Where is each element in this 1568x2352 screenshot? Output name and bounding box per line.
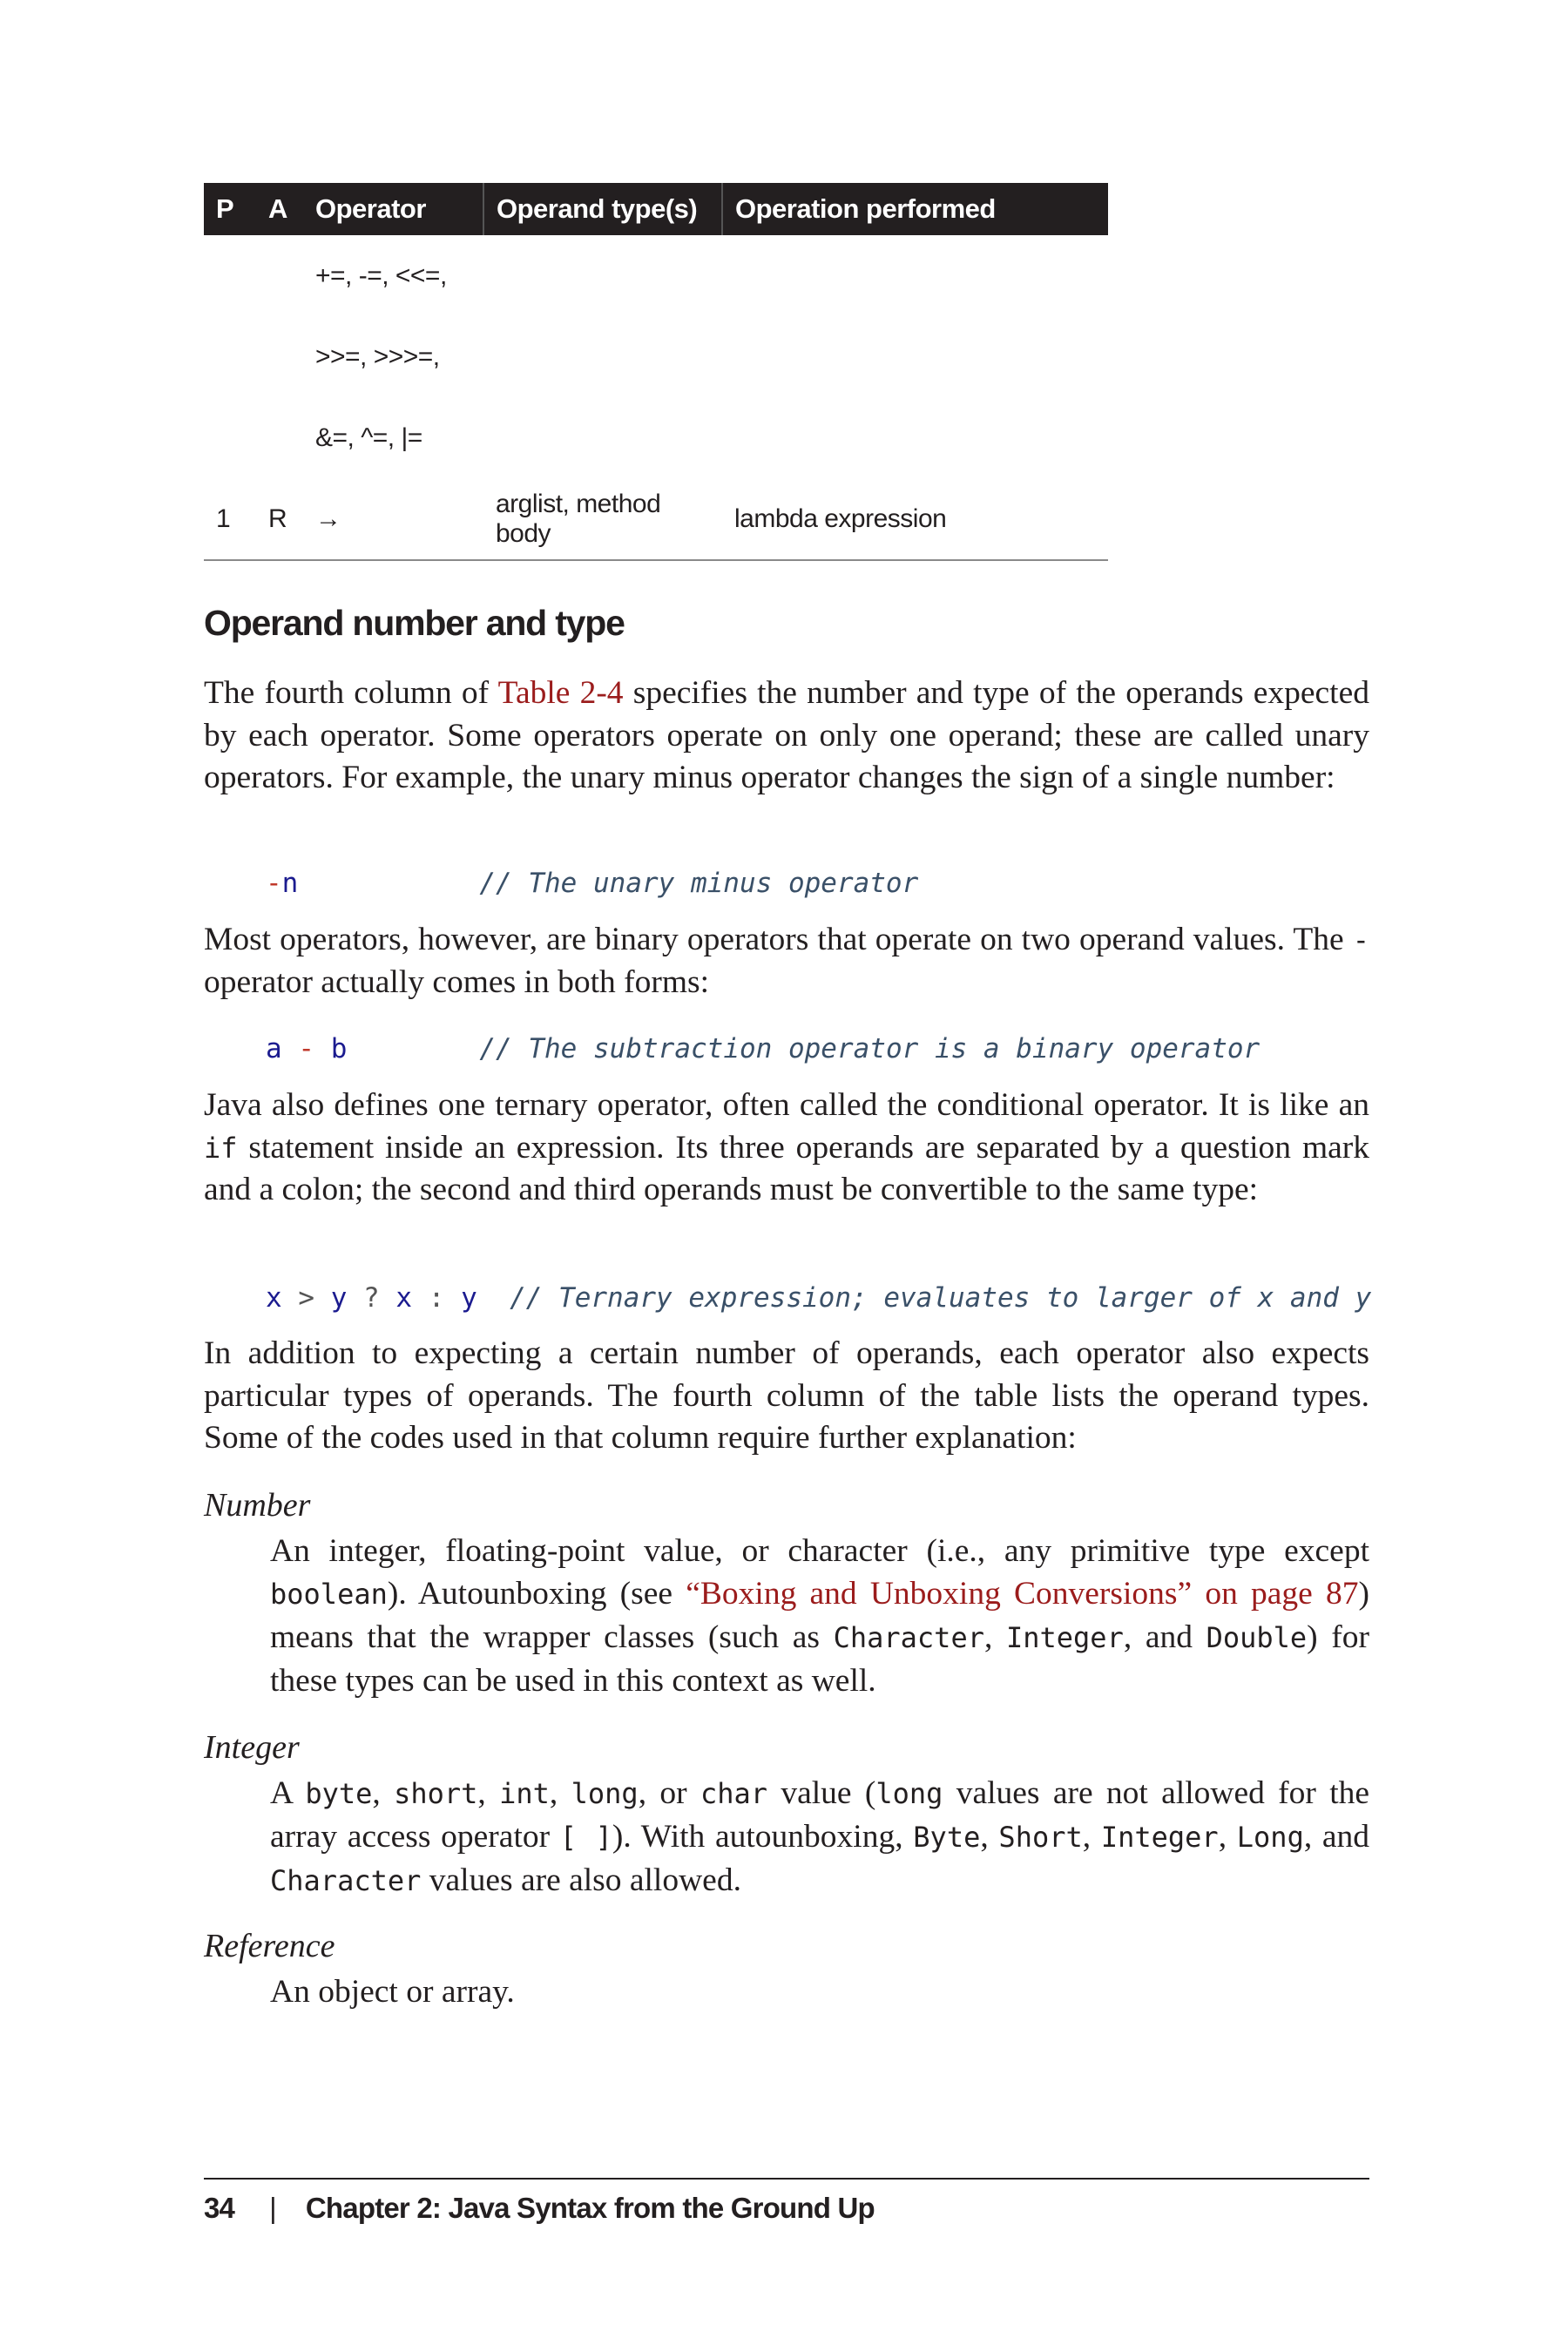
text: ). Autounboxing (see [387, 1576, 686, 1612]
table-row [204, 235, 1108, 316]
code-comment: // Ternary expression; evaluates to larger of x and y [510, 1282, 1372, 1314]
inline-code: Integer [1100, 1821, 1219, 1854]
text: , and [1123, 1619, 1206, 1655]
definition-body-integer [270, 1772, 1369, 1903]
cell-operand-types [483, 235, 722, 316]
text: , [477, 1775, 500, 1811]
cell-operation [722, 235, 1108, 316]
inline-code: [ ] [559, 1821, 612, 1854]
inline-code: Integer [1005, 1621, 1124, 1654]
text: , [980, 1819, 999, 1855]
column-header-operation: Operation performed [722, 183, 1108, 235]
text: Most operators, however, are binary operators that operate on two operand values. The [204, 922, 1353, 957]
definition-body-number [270, 1530, 1369, 1702]
inline-code: Character [270, 1864, 422, 1897]
cell-operation [722, 316, 1108, 397]
section-heading: Operand number and type [204, 603, 625, 643]
inline-code: byte [305, 1777, 373, 1810]
code-identifier: n [281, 868, 299, 899]
chapter-title: Chapter 2: Java Syntax from the Ground Up [305, 2192, 875, 2224]
paragraph-binary-operators [204, 919, 1369, 1004]
text: A [270, 1775, 306, 1811]
text: An integer, floating-point value, or character (i.e., any primitive type except [270, 1533, 1369, 1569]
code-identifier: x [395, 1282, 413, 1314]
paragraph-operand-types: In addition to expecting a certain number of operands, each operator also expects particular types of operands. The fourth column of the table lists the operand types. Some of the codes used in that column require further explanation: [204, 1335, 1369, 1456]
text: ) for these types can be used in this context as well. [270, 1619, 1369, 1699]
cell-operand-types [483, 316, 722, 397]
cell-operation [722, 397, 1108, 478]
definition-term-reference: Reference [204, 1928, 335, 1964]
text: value ( [767, 1775, 876, 1811]
text: values are also allowed. [421, 1862, 741, 1898]
code-comment: // The unary minus operator [479, 868, 919, 899]
table-header-row [204, 183, 1108, 235]
code-operator: ? [363, 1282, 380, 1314]
cell-precedence [204, 235, 256, 316]
text: ). With autounboxing, [612, 1819, 914, 1855]
inline-code: Byte [913, 1821, 981, 1854]
paragraph-operand-count [204, 672, 1369, 800]
inline-code: Double [1206, 1621, 1308, 1654]
text: operator actually comes in both forms: [204, 963, 710, 1000]
inline-code: Short [998, 1821, 1083, 1854]
inline-code: char [700, 1777, 767, 1810]
table-row [204, 316, 1108, 397]
code-identifier: y [461, 1282, 477, 1314]
column-header-operator: Operator [303, 183, 483, 235]
code-identifier: y [330, 1282, 348, 1314]
cell-operand-types [483, 397, 722, 478]
cell-precedence [204, 316, 256, 397]
cell-precedence [204, 397, 256, 478]
code-identifier: a [266, 1033, 282, 1064]
cell-precedence: 1 [204, 478, 256, 560]
inline-code: Character [833, 1621, 984, 1654]
code-operator: > [298, 1282, 315, 1314]
cell-associativity [256, 316, 303, 397]
code-operator: - [266, 868, 282, 899]
cell-operator: → [303, 478, 483, 560]
page-footer [204, 2192, 875, 2225]
footer-rule [204, 2178, 1369, 2180]
code-ternary [266, 1281, 1371, 1315]
inline-code: long [571, 1777, 639, 1810]
cell-associativity [256, 397, 303, 478]
inline-code: short [394, 1777, 478, 1810]
text: , [549, 1775, 571, 1811]
cell-operator: >>=, >>>=, [315, 341, 440, 371]
inline-code: if [204, 1131, 238, 1165]
definition-term-integer: Integer [204, 1729, 300, 1766]
text: The fourth column of [204, 675, 498, 711]
text: statement inside an expression. Its three operands are separated by a question mark and a colon; the second and third operands must be convertible to the same type: [204, 1129, 1369, 1207]
cell-operand-types: arglist, method body [483, 478, 722, 560]
definition-body-reference: An object or array. [270, 1974, 515, 2010]
cell-operator: +=, -=, <<=, [315, 260, 447, 290]
table-row [204, 478, 1108, 560]
boxing-section-link[interactable]: “Boxing and Unboxing Conversions” on page 87 [686, 1576, 1359, 1612]
table-reference-link[interactable]: Table 2-4 [497, 675, 624, 711]
code-operator: : [428, 1282, 445, 1314]
text: values are not allowed for the array access operator [270, 1775, 1370, 1855]
text: , [1218, 1819, 1237, 1855]
text: , and [1303, 1819, 1370, 1855]
code-operator: - [298, 1033, 315, 1064]
cell-associativity [256, 235, 303, 316]
inline-code: - [1352, 923, 1369, 956]
inline-code: Long [1236, 1821, 1304, 1854]
column-header-p: P [204, 183, 256, 235]
inline-code: int [499, 1777, 550, 1810]
code-unary-minus [266, 866, 918, 901]
column-header-operand-types: Operand type(s) [483, 183, 722, 235]
text: , or [638, 1775, 700, 1811]
text: , [372, 1775, 395, 1811]
cell-operator: &=, ^=, |= [315, 422, 422, 452]
text: ) means that the wrapper classes (such as [270, 1576, 1369, 1655]
operator-table [204, 183, 1108, 561]
paragraph-ternary-operator [204, 1085, 1369, 1212]
cell-operation: lambda expression [722, 478, 1108, 560]
table-row [204, 397, 1108, 478]
code-identifier: x [266, 1282, 282, 1314]
text: , [1082, 1819, 1101, 1855]
footer-separator: | [269, 2192, 276, 2224]
text: Java also defines one ternary operator, often called the conditional operator. It is like an [204, 1087, 1369, 1123]
column-header-a: A [256, 183, 303, 235]
code-subtraction [266, 1031, 1260, 1066]
text: , [983, 1619, 1006, 1655]
page-number: 34 [204, 2192, 235, 2224]
inline-code: long [875, 1777, 943, 1810]
inline-code: boolean [270, 1578, 388, 1611]
code-comment: // The subtraction operator is a binary operator [479, 1033, 1260, 1064]
text: specifies the number and type of the operands expected by each operator. Some operators operate on only one operand; these are called unary operators. For example, the unary minus operator changes the sign of a single number: [204, 675, 1369, 795]
cell-associativity: R [256, 478, 303, 560]
definition-term-number: Number [204, 1487, 311, 1524]
code-identifier: b [330, 1033, 348, 1064]
